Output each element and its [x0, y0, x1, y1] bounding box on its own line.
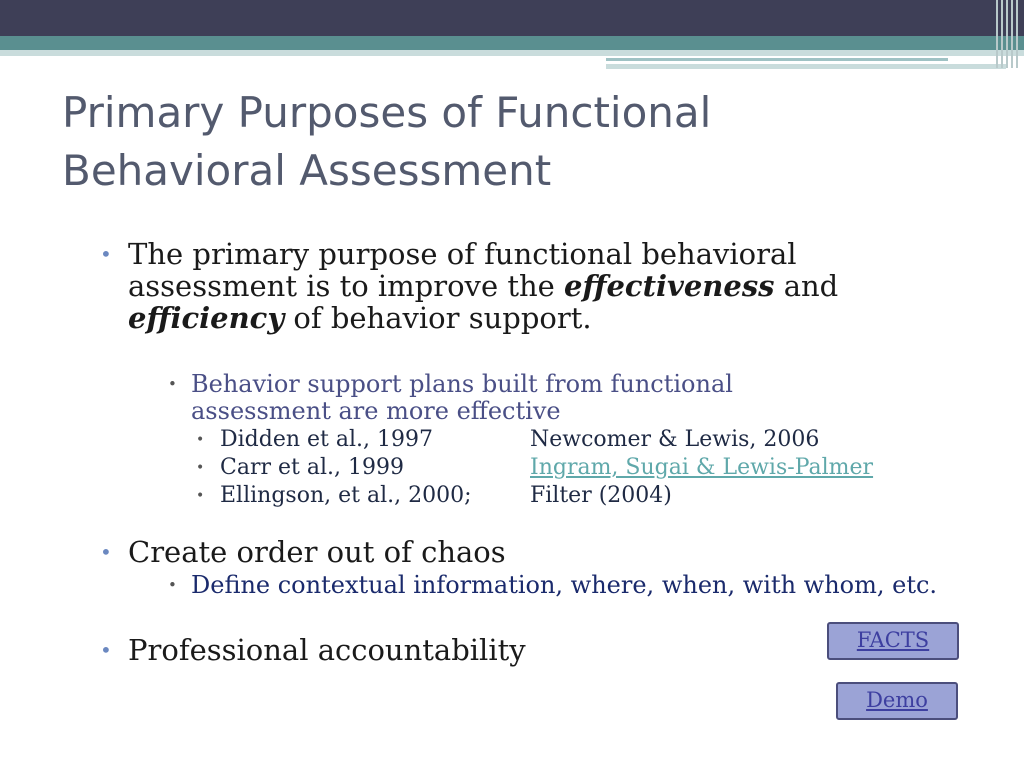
emphasis-effectiveness: effectiveness: [564, 269, 775, 303]
bullet-primary-purpose: [100, 238, 1000, 334]
bullet-dot: •: [196, 460, 205, 476]
citation-row-2: [196, 454, 1000, 482]
slide-title: Primary Purposes of Functional Behavioral Assessment: [62, 88, 712, 195]
bullet-order-chaos: [100, 536, 1000, 568]
bullet-dot: •: [196, 488, 205, 504]
accent-decor-line-lower: [606, 64, 1006, 69]
bullet-order-chaos-text: Create order out of chaos: [128, 535, 506, 569]
citation-didden: Didden et al., 1997: [220, 427, 433, 452]
top-decor-bar: [0, 0, 1024, 36]
citation-filter: Filter (2004): [530, 483, 672, 508]
citation-ellingson: Ellingson, et al., 2000;: [220, 483, 472, 508]
bullet-accountability-text: Professional accountability: [128, 633, 526, 667]
demo-button[interactable]: Demo: [836, 682, 958, 720]
sub-bullet-contextual-info: [168, 572, 1000, 599]
citation-ingram-link[interactable]: Ingram, Sugai & Lewis-Palmer: [530, 455, 874, 480]
bullet-dot: •: [100, 638, 112, 662]
citation-row-3: [196, 482, 1000, 510]
corner-decor-stripes: [996, 0, 1018, 68]
bullet-dot: •: [196, 432, 205, 448]
facts-button[interactable]: FACTS: [827, 622, 959, 660]
sub-bullet-support-plans: [168, 371, 1000, 425]
emphasis-efficiency: efficiency: [128, 301, 285, 335]
bullet-dot: •: [100, 242, 112, 266]
slide-body: [100, 238, 1000, 666]
sub-bullet-contextual-info-text: Define contextual information, where, when, with whom, etc.: [191, 571, 938, 599]
sub-bullet-support-plans-text: Behavior support plans built from functional assessment are more effective: [191, 370, 733, 425]
accent-decor-line: [606, 58, 948, 61]
citation-row-1: [196, 426, 1000, 454]
bullet-dot: •: [168, 576, 177, 594]
citation-newcomer: Newcomer & Lewis, 2006: [530, 427, 820, 452]
bullet-dot: •: [100, 540, 112, 564]
teal-decor-band: [0, 36, 1024, 50]
bullet-dot: •: [168, 375, 177, 393]
bullet-primary-purpose-text: The primary purpose of functional behavioral assessment is to improve the effectiveness and efficiency of behavior support.: [128, 237, 839, 335]
pale-decor-line: [0, 50, 1024, 56]
citation-carr: Carr et al., 1999: [220, 455, 404, 480]
